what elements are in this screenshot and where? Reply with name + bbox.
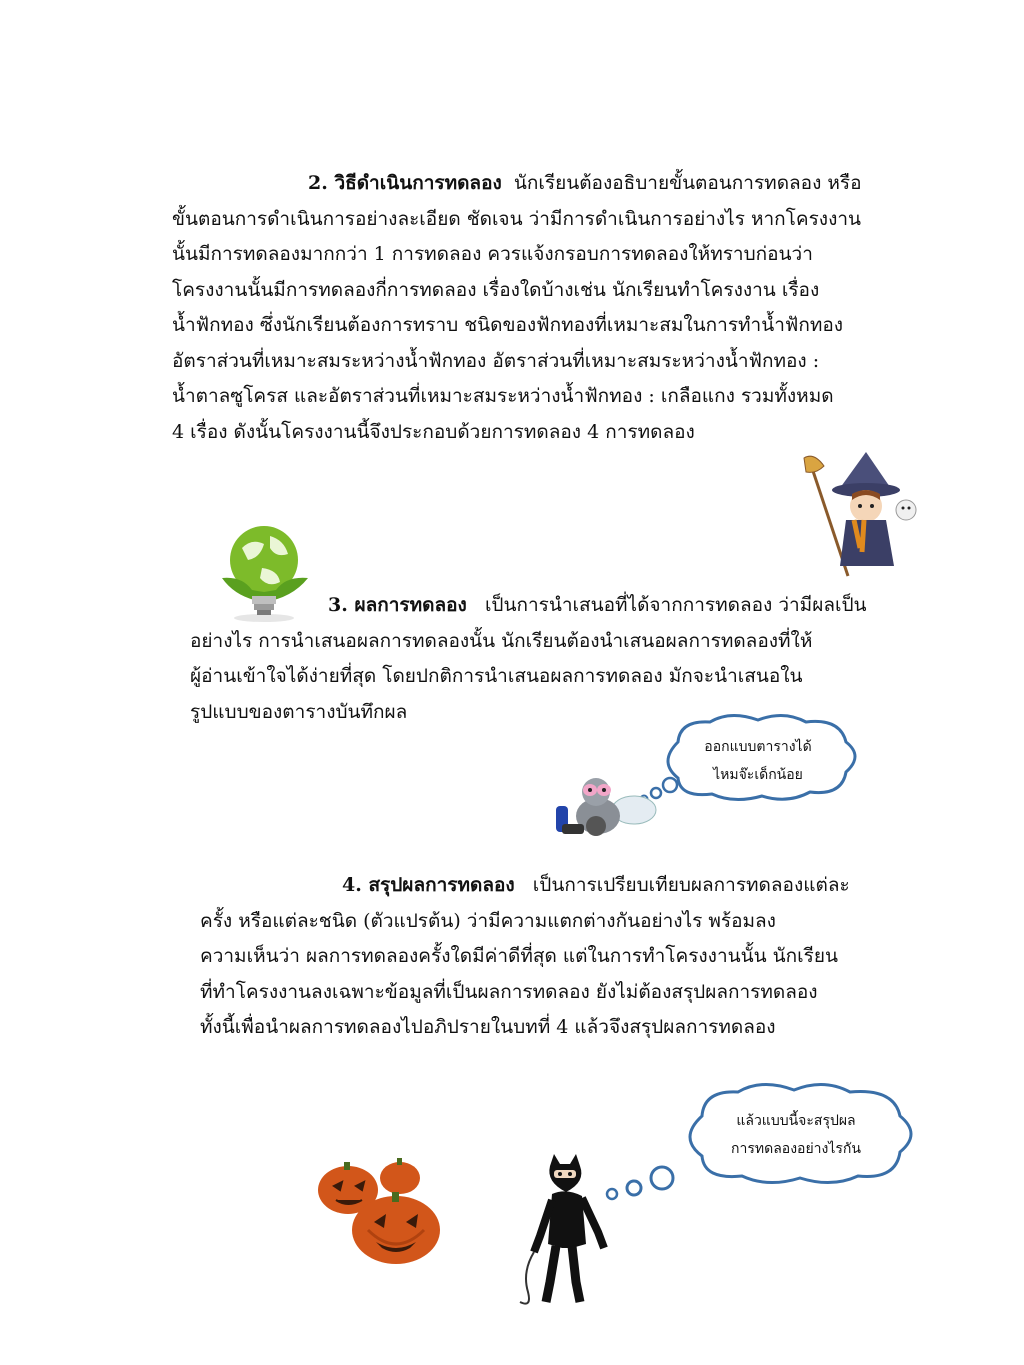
section-3-first-line	[190, 588, 950, 624]
section-4-line: ครั้ง หรือแต่ละชนิด (ตัวแปรต้น) ว่ามีความแตกต่างกันอย่างไร พร้อมลง	[200, 909, 776, 932]
section-2-heading: 2. วิธีดำเนินการทดลอง	[308, 172, 502, 194]
section-2-line: น้ำตาลซูโครส และอัตราส่วนที่เหมาะสมระหว่างน้ำฟักทอง : เกลือแกง รวมทั้งหมด	[172, 385, 834, 407]
bubble-1-line-1: ออกแบบตารางได้	[704, 739, 812, 755]
bubble-2-line-2: การทดลองอย่างไรกัน	[731, 1141, 861, 1157]
section-2-line: นักเรียนต้องอธิบายขั้นตอนการทดลอง หรือ	[513, 172, 862, 194]
pumpkins-image	[310, 1156, 445, 1268]
section-4-heading: 4. สรุปผลการทดลอง	[342, 874, 515, 896]
wizard-cartoon-image	[800, 448, 930, 578]
section-2-line: โครงงานนั้นมีการทดลองกี่การทดลอง เรื่องใดบ้างเช่น นักเรียนทำโครงงาน เรื่อง	[172, 278, 820, 301]
section-3-line: อย่างไร การนำเสนอผลการทดลองนั้น นักเรียนต้องนำเสนอผลการทดลองที่ให้	[190, 629, 813, 652]
section-2-first-line	[172, 166, 952, 202]
section-3-line: เป็นการนำเสนอที่ได้จากการทดลอง ว่ามีผลเป็น	[484, 594, 867, 616]
section-4-line: ความเห็นว่า ผลการทดลองครั้งใดมีค่าดีที่สุด แต่ในการทำโครงงานนั้น นักเรียน	[200, 945, 838, 967]
section-4-paragraph	[200, 868, 940, 1046]
section-3-line: ผู้อ่านเข้าใจได้ง่ายที่สุด โดยปกติการนำเสนอผลการทดลอง มักจะนำเสนอใน	[190, 665, 803, 687]
section-3-heading: 3. ผลการทดลอง	[328, 594, 467, 616]
section-2-line: 4 เรื่อง ดังนั้นโครงงานนี้จึงประกอบด้วยการทดลอง 4 การทดลอง	[172, 420, 695, 443]
section-2-paragraph	[172, 166, 952, 450]
section-4-line: เป็นการเปรียบเทียบผลการทดลองแต่ละ	[532, 874, 850, 896]
section-2-line: อัตราส่วนที่เหมาะสมระหว่างน้ำฟักทอง อัตราส่วนที่เหมาะสมระหว่างน้ำฟักทอง :	[172, 349, 820, 372]
catwoman-cartoon-image	[512, 1152, 617, 1312]
thought-bubble-2-text	[686, 1107, 906, 1163]
fly-cartoon-image	[552, 772, 662, 842]
section-4-line: ทั้งนี้เพื่อนำผลการทดลองไปอภิปรายในบทที่ 4 แล้วจึงสรุปผลการทดลอง	[200, 1016, 776, 1038]
section-4-line: ที่ทำโครงงานลงเฉพาะข้อมูลที่เป็นผลการทดลอง ยังไม่ต้องสรุปผลการทดลอง	[200, 980, 818, 1003]
section-2-line: น้ำฟักทอง ซึ่งนักเรียนต้องการทราบ ชนิดของฟักทองที่เหมาะสมในการทำน้ำฟักทอง	[172, 314, 844, 336]
bubble-2-line-1: แล้วแบบนี้จะสรุปผล	[736, 1113, 856, 1129]
section-4-first-line	[200, 868, 940, 904]
section-2-line: ขั้นตอนการดำเนินการอย่างละเอียด ชัดเจน ว่ามีการดำเนินการอย่างไร หากโครงงาน	[172, 207, 862, 230]
section-2-line: นั้นมีการทดลองมากกว่า 1 การทดลอง ควรแจ้งกรอบการทดลองให้ทราบก่อนว่า	[172, 243, 813, 265]
section-3-paragraph	[190, 588, 950, 730]
bubble-1-line-2: ไหมจ๊ะเด็กน้อย	[713, 767, 803, 783]
section-3-line: รูปแบบของตารางบันทึกผล	[190, 700, 408, 723]
thought-bubble-1-text	[668, 733, 848, 789]
